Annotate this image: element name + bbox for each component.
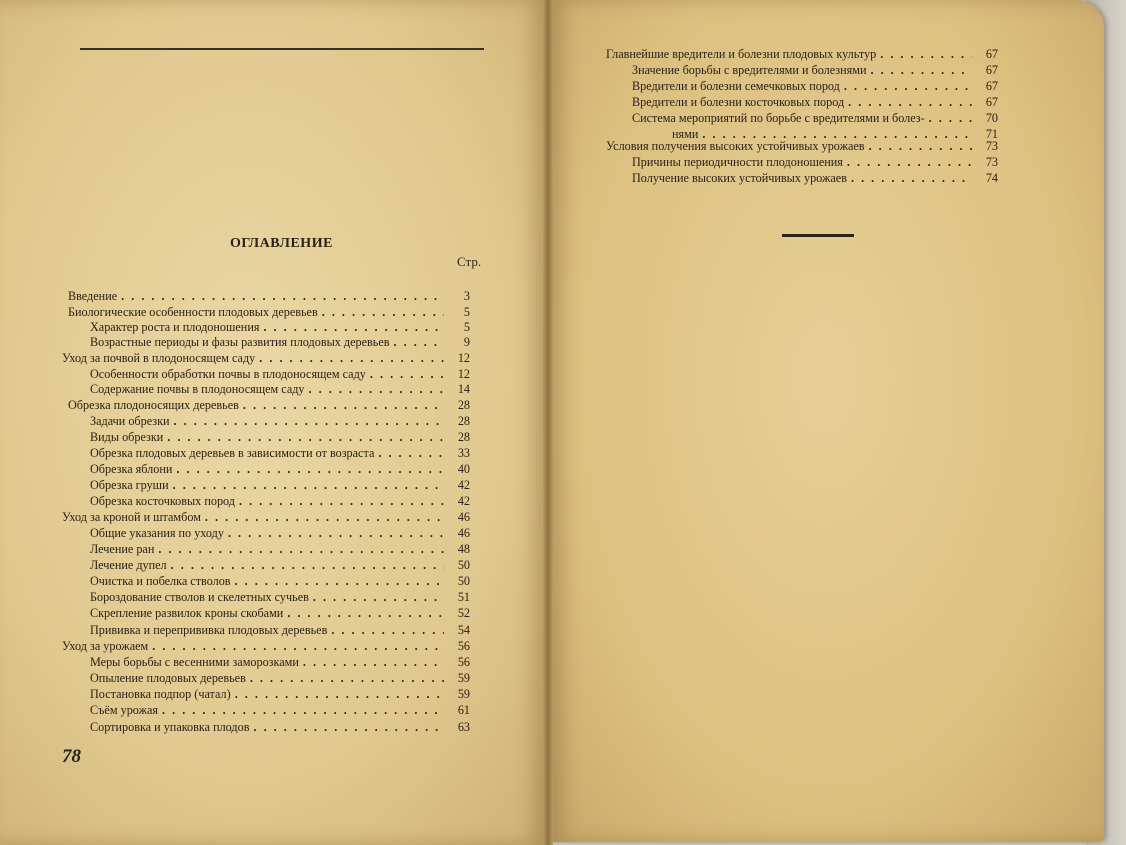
toc-entry-title: Обрезка яблони (90, 462, 173, 476)
toc-entry-title: Биологические особенности плодовых деревьев (68, 305, 318, 319)
toc-entry-title: Сортировка и упаковка плодов (90, 720, 250, 734)
toc-entry (90, 446, 470, 460)
toc-entry-page: 46 (457, 510, 470, 524)
toc-entry-page: 12 (457, 367, 470, 381)
toc-entry-title: Бороздование стволов и скелетных сучьев (90, 590, 309, 604)
toc-entry (632, 79, 998, 93)
toc-entry-page: 28 (457, 398, 470, 412)
toc-entry-page: 70 (985, 111, 998, 125)
toc-entry-title: Содержание почвы в плодоносящем саду (90, 382, 305, 396)
toc-entry (90, 655, 470, 669)
dot-leader (121, 289, 444, 303)
toc-entry (90, 542, 470, 556)
toc-entry-title: Уход за урожаем (62, 639, 149, 653)
dot-leader (880, 47, 972, 61)
toc-entry-page: 61 (457, 703, 470, 717)
toc-entry-title: Задачи обрезки (90, 414, 170, 428)
toc-entry-page: 59 (457, 671, 470, 685)
toc-entry (62, 510, 470, 524)
dot-leader (844, 79, 972, 93)
toc-entry-title: Лечение дупел (90, 558, 167, 572)
toc-entry-page: 56 (457, 639, 470, 653)
toc-entry-page: 28 (457, 430, 470, 444)
toc-entry-page: 67 (985, 63, 998, 77)
toc-entry-page: 54 (457, 623, 470, 637)
toc-entry (90, 623, 470, 637)
dot-leader (259, 351, 444, 365)
toc-entry (90, 671, 470, 685)
toc-entry-title: Обрезка косточковых пород (90, 494, 235, 508)
toc-entry-title: Введение (68, 289, 118, 303)
dot-leader (158, 542, 444, 556)
toc-entry-page: 40 (457, 462, 470, 476)
toc-entry-title: Очистка и побелка стволов (90, 574, 231, 588)
toc-entry (632, 95, 998, 109)
toc-entry (632, 155, 998, 169)
toc-entry-title: Возрастные периоды и фазы развития плодовых деревьев (90, 335, 390, 349)
dot-leader (152, 639, 444, 653)
toc-entry (90, 687, 470, 701)
toc-entry (68, 398, 470, 412)
toc-entry-title: Лечение ран (90, 542, 155, 556)
dot-leader (174, 414, 444, 428)
toc-entry (90, 382, 470, 396)
toc-entry-page: 14 (457, 382, 470, 396)
dot-leader (869, 139, 972, 153)
dot-leader (167, 430, 444, 444)
right-page (548, 0, 1104, 842)
toc-entry-title: Причины периодичности плодоношения (632, 155, 843, 169)
dot-leader (205, 510, 444, 524)
dot-leader (228, 526, 444, 540)
dot-leader (870, 63, 972, 77)
toc-entry (90, 478, 470, 492)
dot-leader (253, 720, 444, 734)
dot-leader (378, 446, 444, 460)
toc-entry-page: 46 (457, 526, 470, 540)
toc-entry-page: 67 (985, 95, 998, 109)
dot-leader (309, 382, 444, 396)
toc-entry-page: 33 (457, 446, 470, 460)
toc-entry-title: Обрезка плодоносящих деревьев (68, 398, 239, 412)
toc-entry-title: Прививка и перепрививка плодовых деревьев (90, 623, 328, 637)
toc-entry-title: Значение борьбы с вредителями и болезнями (632, 63, 867, 77)
toc-entry (90, 335, 470, 349)
toc-entry-page: 74 (985, 171, 998, 185)
toc-entry-title: нями (672, 127, 699, 141)
toc-entry-page: 50 (457, 574, 470, 588)
toc-entry (606, 47, 998, 61)
toc-entry-title: Обрезка плодовых деревьев в зависимости от возраста (90, 446, 375, 460)
toc-entry-title: Вредители и болезни косточковых пород (632, 95, 845, 109)
toc-entry-title: Главнейшие вредители и болезни плодовых культур (606, 47, 877, 61)
toc-entry-page: 67 (985, 79, 998, 93)
toc-entry (90, 367, 470, 381)
toc-entry-title: Виды обрезки (90, 430, 164, 444)
dot-leader (851, 171, 972, 185)
toc-entry-title: Получение высоких устойчивых урожаев (632, 171, 847, 185)
toc-entry-page: 5 (463, 305, 470, 319)
dot-leader (287, 606, 444, 620)
toc-entry (90, 526, 470, 540)
top-rule (80, 48, 484, 50)
dot-leader (322, 305, 444, 319)
dot-leader (331, 623, 444, 637)
dot-leader (250, 671, 444, 685)
toc-entry (90, 720, 470, 734)
toc-entry-page: 73 (985, 139, 998, 153)
dot-leader (235, 574, 444, 588)
toc-entry (68, 289, 470, 303)
dot-leader (162, 703, 444, 717)
dot-leader (370, 367, 444, 381)
toc-entry-title: Меры борьбы с весенними заморозками (90, 655, 299, 669)
toc-entry-page: 5 (463, 320, 470, 334)
toc-entry-title: Съём урожая (90, 703, 159, 717)
toc-entry-page: 42 (457, 494, 470, 508)
toc-entry-page: 67 (985, 47, 998, 61)
dot-leader (847, 155, 972, 169)
toc-entry-title: Особенности обработки почвы в плодоносящем саду (90, 367, 366, 381)
toc-entry (90, 574, 470, 588)
dot-leader (239, 494, 444, 508)
toc-entry-page: 52 (457, 606, 470, 620)
toc-entry (90, 462, 470, 476)
toc-entry-page: 12 (457, 351, 470, 365)
toc-entry-title: Скрепление развилок кроны скобами (90, 606, 284, 620)
end-rule (782, 234, 854, 237)
toc-entry (90, 414, 470, 428)
toc-entry (62, 639, 470, 653)
toc-entry-title: Уход за почвой в плодоносящем саду (62, 351, 256, 365)
toc-entry-title: Опыление плодовых деревьев (90, 671, 246, 685)
toc-entry-title: Обрезка груши (90, 478, 169, 492)
left-page (0, 0, 548, 845)
toc-entry-page: 50 (457, 558, 470, 572)
toc-entry (90, 320, 470, 334)
toc-entry (90, 494, 470, 508)
toc-entry (90, 703, 470, 717)
toc-entry-page: 3 (463, 289, 470, 303)
toc-entry-title: Общие указания по уходу (90, 526, 224, 540)
dot-leader (848, 95, 972, 109)
dot-leader (263, 320, 444, 334)
toc-entry (606, 139, 998, 153)
toc-entry-title: Система мероприятий по борьбе с вредителями и болез- (632, 111, 925, 125)
dot-leader (303, 655, 444, 669)
toc-entry-page: 73 (985, 155, 998, 169)
toc-entry (632, 111, 998, 125)
dot-leader (394, 335, 444, 349)
toc-entry-page: 9 (463, 335, 470, 349)
toc-entry-page: 48 (457, 542, 470, 556)
toc-entry-page: 42 (457, 478, 470, 492)
toc-entry (90, 430, 470, 444)
book-gutter (543, 0, 553, 845)
toc-entry (62, 351, 470, 365)
dot-leader (173, 478, 444, 492)
page-number: 78 (62, 746, 81, 767)
toc-entry-page: 56 (457, 655, 470, 669)
dot-leader (929, 111, 972, 125)
toc-entry (90, 558, 470, 572)
toc-entry (90, 590, 470, 604)
toc-entry-page: 59 (457, 687, 470, 701)
toc-entry-page: 28 (457, 414, 470, 428)
toc-entry (90, 606, 470, 620)
toc-entry-title: Характер роста и плодоношения (90, 320, 260, 334)
toc-entry (632, 63, 998, 77)
toc-entry-title: Уход за кроной и штамбом (62, 510, 201, 524)
toc-entry (68, 305, 470, 319)
dot-leader (235, 687, 444, 701)
toc-entry-page: 51 (457, 590, 470, 604)
toc-entry-title: Условия получения высоких устойчивых урожаев (606, 139, 865, 153)
toc-entry-title: Постановка подпор (чатал) (90, 687, 231, 701)
dot-leader (171, 558, 444, 572)
toc-entry-page: 71 (985, 127, 998, 141)
dot-leader (243, 398, 444, 412)
dot-leader (176, 462, 444, 476)
dot-leader (313, 590, 444, 604)
toc-entry-title: Вредители и болезни семечковых пород (632, 79, 840, 93)
toc-heading: ОГЛАВЛЕНИЕ (230, 236, 333, 251)
toc-entry-page: 63 (457, 720, 470, 734)
page-column-label: Стр. (457, 254, 482, 269)
toc-entry (632, 171, 998, 185)
